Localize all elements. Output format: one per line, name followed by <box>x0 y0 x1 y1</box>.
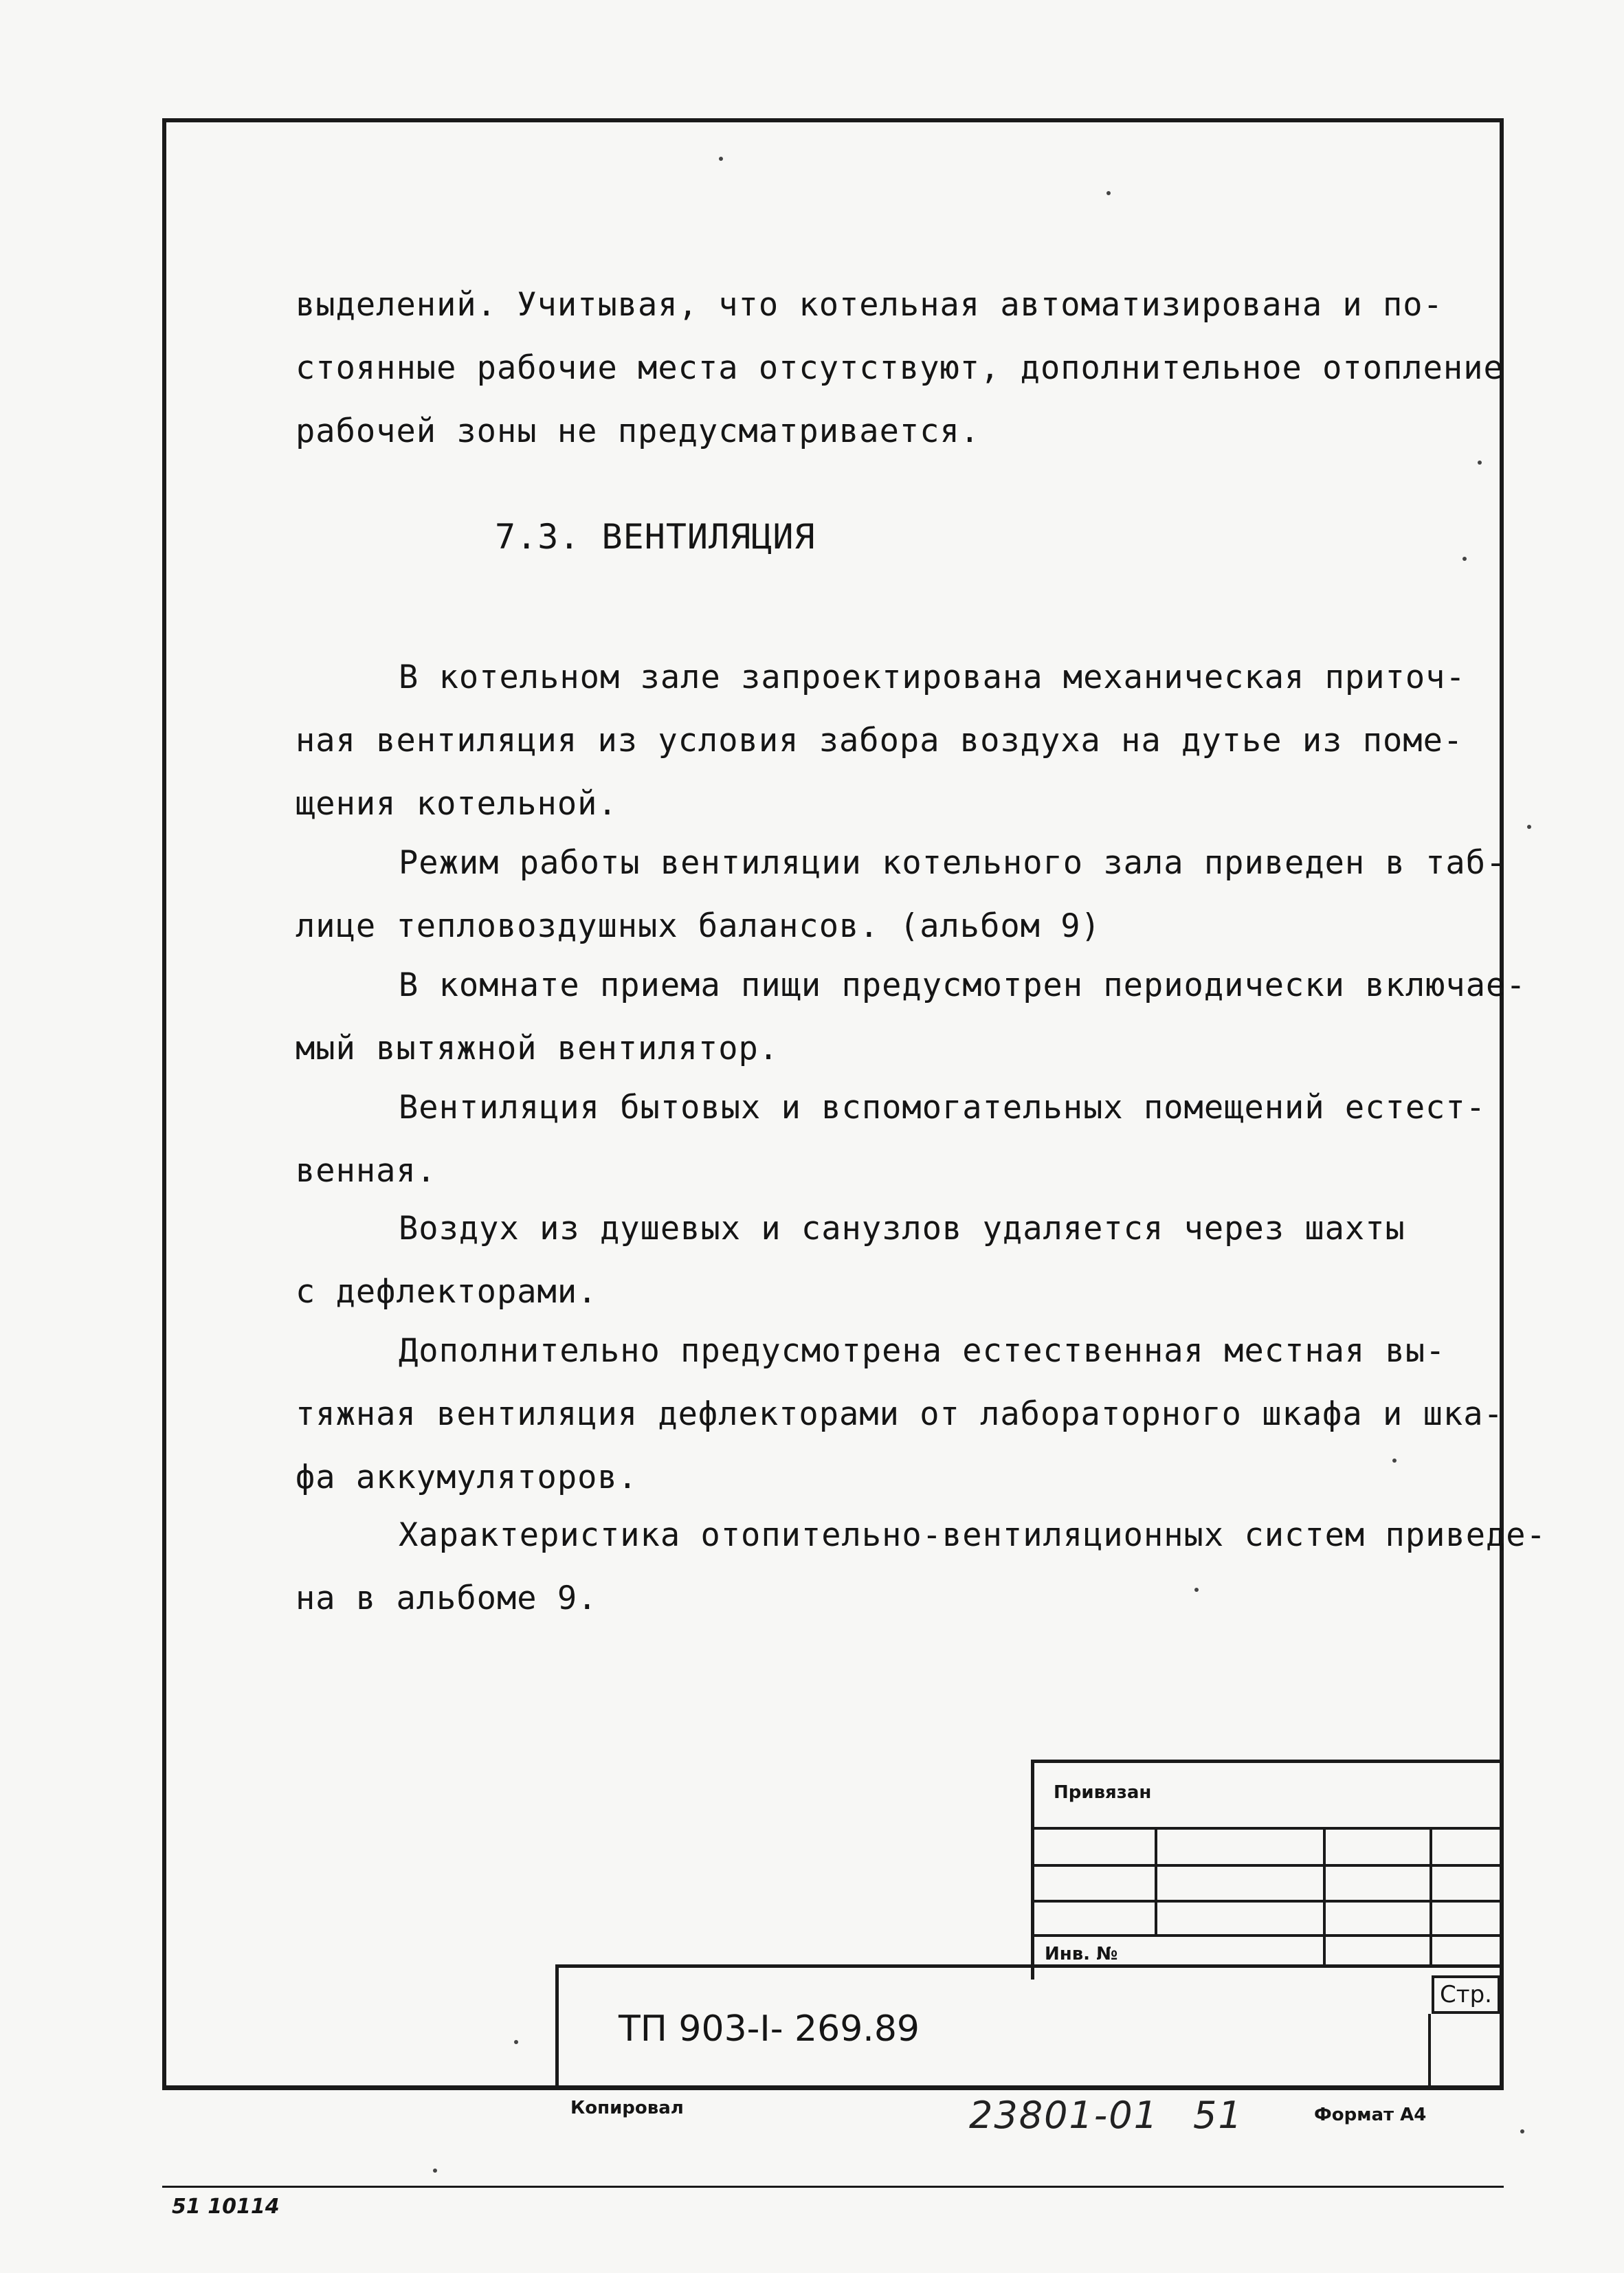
kopiroval-label: Копировал <box>570 2098 684 2118</box>
text-line: Дополнительно предусмотрена естественная местная вы- <box>399 1332 1446 1370</box>
scan-speck <box>1478 461 1482 465</box>
intro-paragraph <box>296 274 1504 463</box>
document-designation: ТП 903-I- 269.89 <box>619 2008 920 2050</box>
text-line: венная. <box>296 1152 437 1190</box>
text-line: с дефлекторами. <box>296 1273 598 1311</box>
bottom-rule <box>162 2186 1504 2188</box>
handwritten-page: 51 <box>1193 2094 1243 2137</box>
scan-speck <box>433 2169 437 2173</box>
stamp-grid-line <box>1031 1864 1504 1867</box>
paragraph-exhaust-fan <box>296 954 1526 1080</box>
scan-speck <box>1527 825 1531 829</box>
paragraph-characteristics <box>296 1504 1546 1630</box>
text-line: щения котельной. <box>296 785 618 823</box>
page-number-box <box>1428 2014 1504 2089</box>
format-label: Формат А4 <box>1314 2105 1427 2125</box>
stamp-grid-line <box>1323 1827 1326 1966</box>
text-line: Режим работы вентиляции котельного зала приведен в таб- <box>399 844 1506 882</box>
text-line: В котельном зале запроектирована механическая приточ- <box>399 658 1466 696</box>
scan-speck <box>1462 557 1467 561</box>
page-label: Стр. <box>1432 1975 1500 2014</box>
scan-speck <box>514 2040 518 2044</box>
paragraph-shafts <box>296 1197 1478 1324</box>
stamp-grid-line <box>1031 1934 1504 1937</box>
text-line: стоянные рабочие места отсутствуют, дополнительное отопление <box>296 349 1504 387</box>
privyazan-label: Привязан <box>1054 1782 1152 1803</box>
text-line: В комнате приема пищи предусмотрен периодически включае- <box>399 966 1526 1004</box>
paragraph-local-exhaust <box>296 1320 1504 1509</box>
frame-bottom-line <box>162 2087 1504 2090</box>
stamp-grid-line <box>1155 1827 1157 1934</box>
paragraph-supply-ventilation <box>296 646 1478 836</box>
text-line: Характеристика отопительно-вентиляционных систем приведе- <box>399 1516 1546 1554</box>
text-line: тяжная вентиляция дефлекторами от лабораторного шкафа и шка- <box>296 1395 1504 1433</box>
scan-speck <box>719 157 723 161</box>
print-code: 51 10114 <box>172 2195 280 2219</box>
scan-speck <box>1392 1459 1397 1463</box>
scan-speck <box>1520 2129 1524 2133</box>
text-line: Вентиляция бытовых и вспомогательных помещений естест- <box>399 1089 1487 1127</box>
section-heading: 7.3. ВЕНТИЛЯЦИЯ <box>495 517 816 557</box>
text-line: выделений. Учитывая, что котельная автоматизирована и по- <box>296 286 1443 324</box>
text-line: фа аккумуляторов. <box>296 1459 638 1496</box>
stamp-grid-line <box>1430 1827 1432 1966</box>
text-line: мый вытяжной вентилятор. <box>296 1030 779 1067</box>
inv-number-label: Инв. № <box>1045 1944 1118 1964</box>
text-line: рабочей зоны не предусматривается. <box>296 412 981 450</box>
text-line: на в альбоме 9. <box>296 1579 598 1617</box>
text-line: лице тепловоздушных балансов. (альбом 9) <box>296 907 1101 945</box>
text-line: Воздух из душевых и санузлов удаляется через шахты <box>399 1210 1405 1248</box>
stamp-grid-line <box>1031 1900 1504 1903</box>
scan-speck <box>1106 191 1111 195</box>
stamp-grid-line <box>1031 1827 1504 1830</box>
paragraph-natural-ventilation <box>296 1076 1487 1203</box>
text-line: ная вентиляция из условия забора воздуха на дутье из поме- <box>296 722 1464 759</box>
scan-speck <box>1194 1588 1199 1592</box>
handwritten-number: 23801-01 <box>969 2094 1159 2137</box>
paragraph-ventilation-mode <box>296 832 1506 958</box>
